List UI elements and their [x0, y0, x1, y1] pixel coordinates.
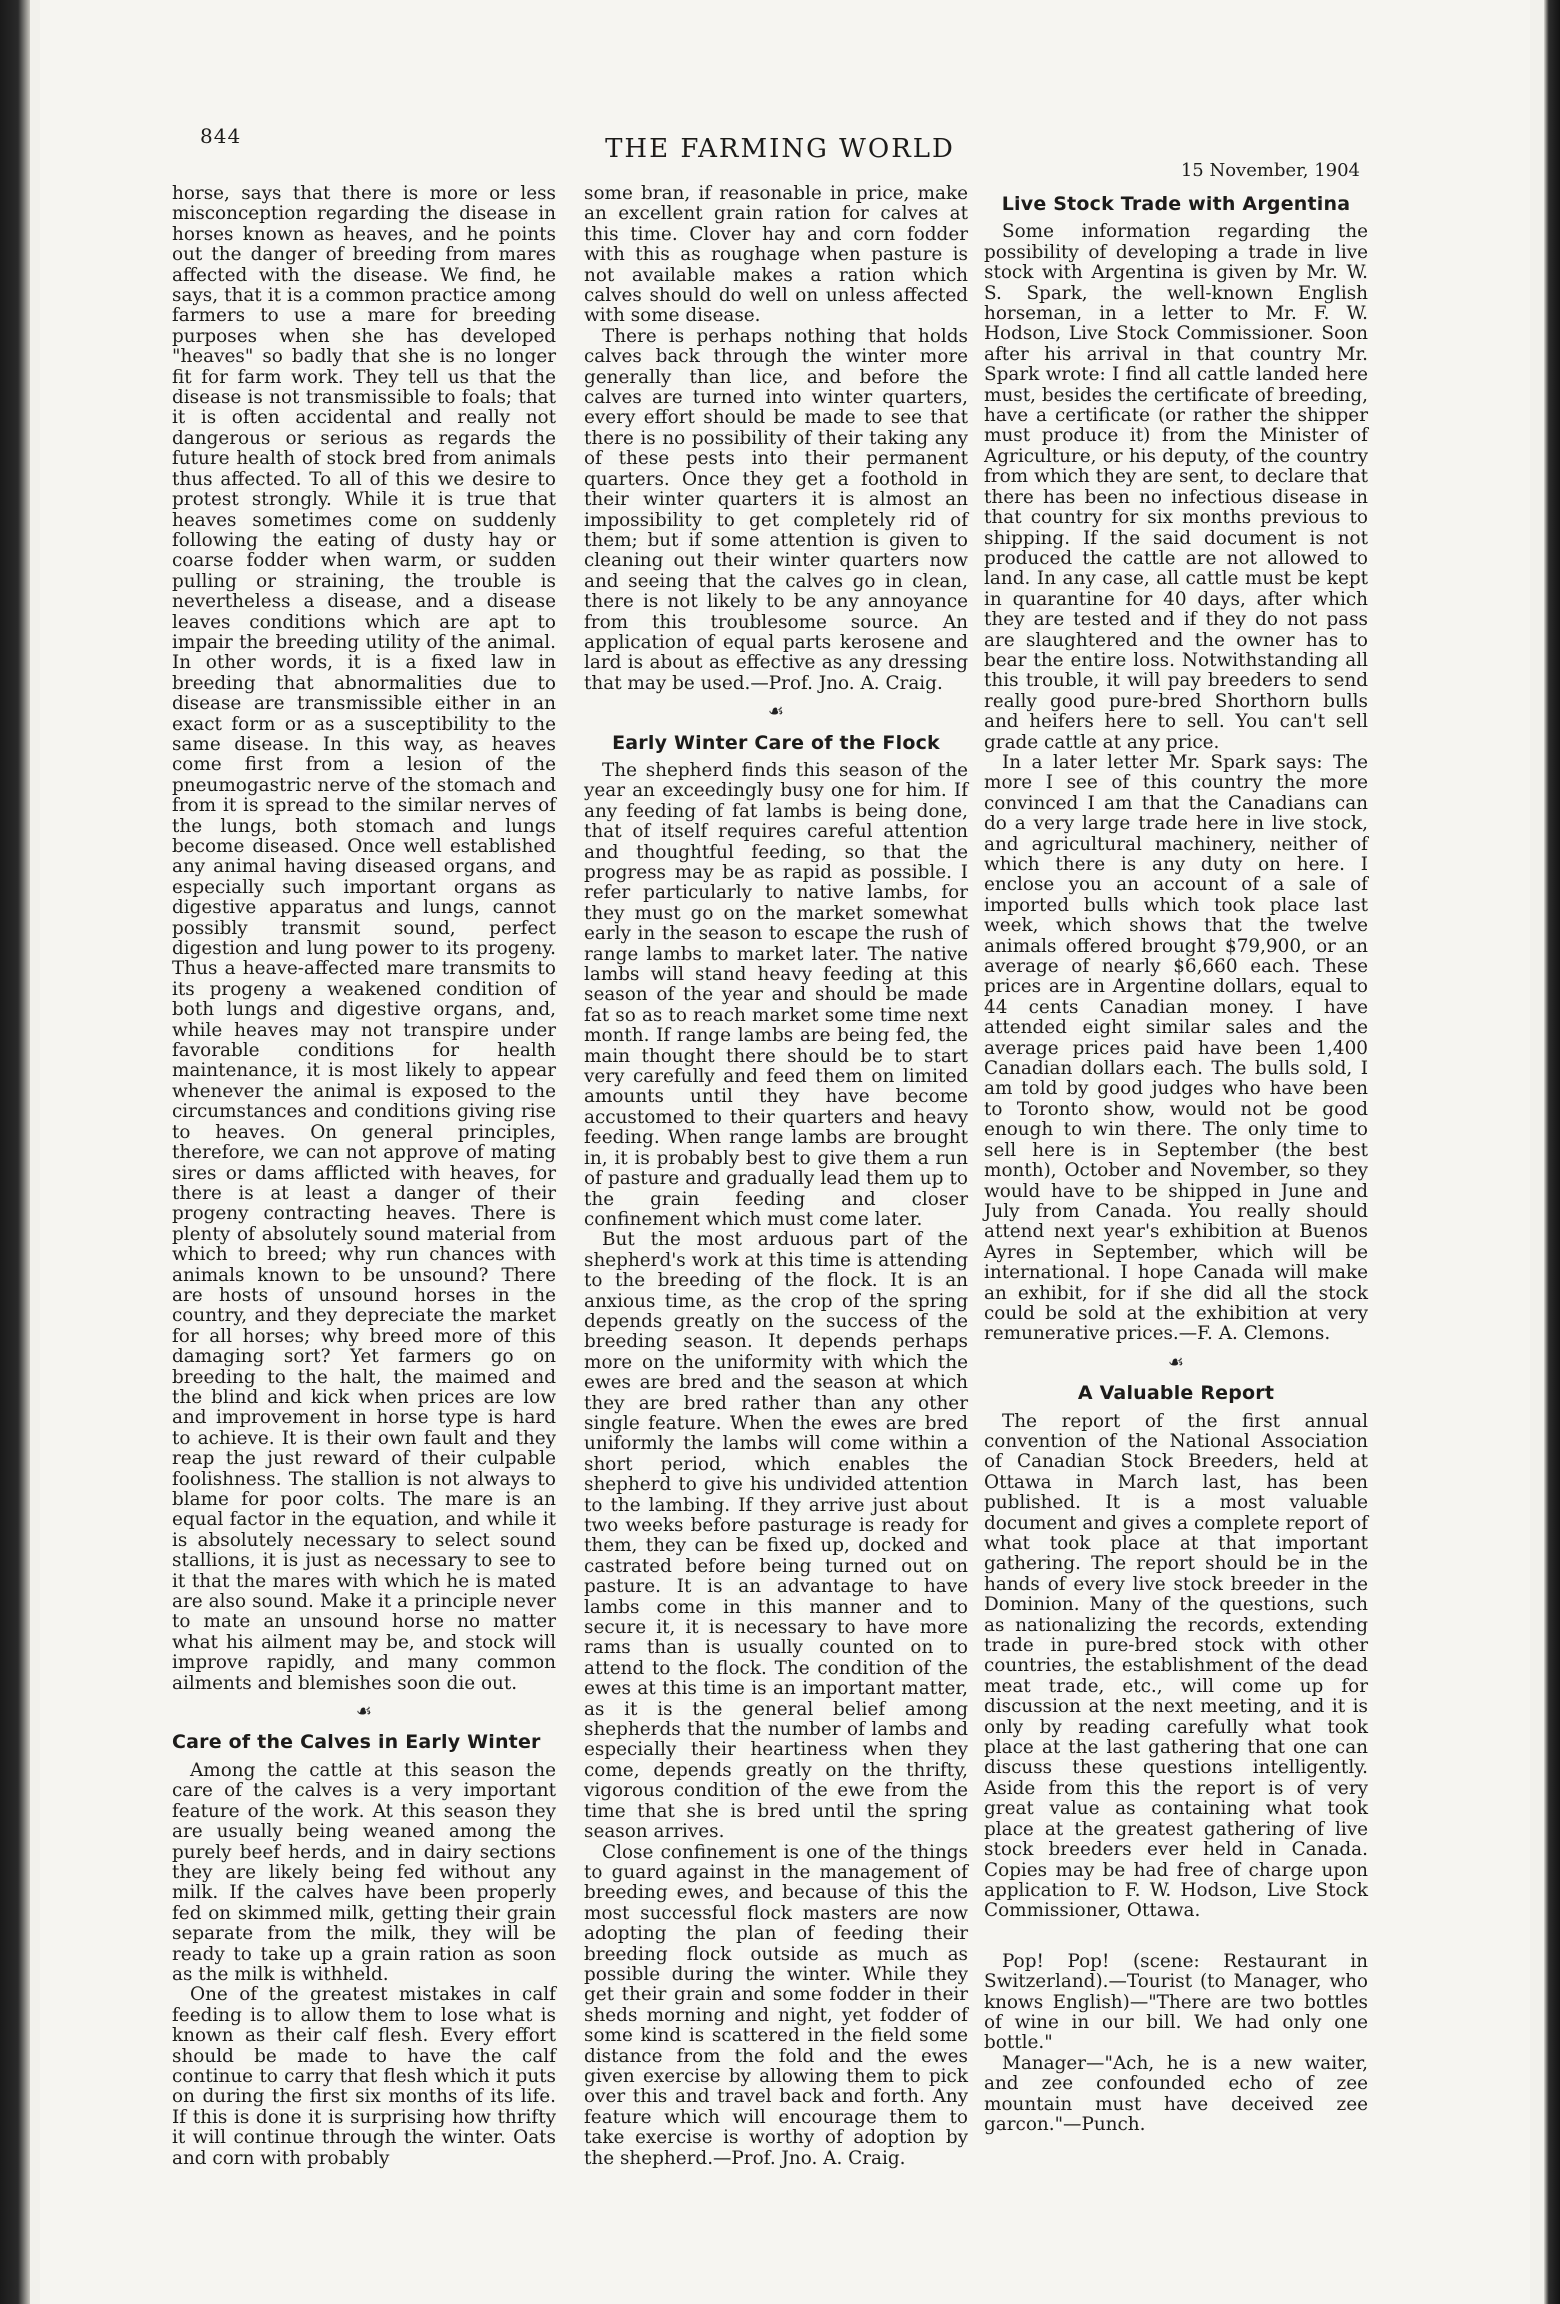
paragraph: Among the cattle at this season the care of the calves is a very important feature of the work. At this season they are usually being weaned among the purely beef herds, and in dairy sections they are likely being fed without any milk. If the calves have been properly fed on skimmed milk, getting their grain separate from the milk, they will be ready to take up a grain ration as soon as the milk is withheld.: [172, 1759, 556, 1985]
column-2: [584, 183, 968, 2169]
paragraph: The shepherd finds this season of the year an exceedingly busy one for him. If any feeding of fat lambs is being done, that of itself requires careful attention and thoughtful feeding, so that the progress may be as rapid as possible. I refer particularly to native lambs, for they must go on the market somewhat early in the season to escape the rush of range lambs to market later. The native lambs will stand heavy feeding at this season of the year and should be made fat so as to reach market some time next month. If range lambs are being fed, the main thought there should be to start very carefully and feed them on limited amounts until they have become accustomed to their quarters and heavy feeding. When range lambs are brought in, it is probably best to give them a run of pasture and gradually lead them up to the grain feeding and closer confinement which must come later.: [584, 759, 968, 1230]
spacer: [984, 1922, 1368, 1952]
paragraph: One of the greatest mistakes in calf feeding is to allow them to lose what is known as their calf flesh. Every effort should be made to have the calf continue to carry that flesh which it puts on during the first six months of its life. If this is done it is surprising how thrifty it will continue through the winter. Oats and corn with probably: [172, 1984, 556, 2169]
scan-right-edge: [1544, 0, 1560, 2304]
paragraph: horse, says that there is more or less misconception regarding the disease in horses known as heaves, and he points out the danger of breeding from mares affected with the disease. We find, he says, that it is a common practice among farmers to use a mare for breeding purposes when she has developed "heaves" so badly that she is no longer fit for farm work. They tell us that the disease is not transmissible to foals; that it is often accidental and really not dangerous or serious as regards the future health of stock bred from animals thus affected. To all of this we desire to protest strongly. While it is true that heaves sometimes come on suddenly following the eating of dusty hay or coarse fodder when warm, or sudden pulling or straining, the trouble is nevertheless a disease, and a disease leaves conditions which are apt to impair the breeding utility of the animal. In other words, it is a fixed law in breeding that abnormalities due to disease are transmissible either in an exact form or as a susceptibility to the same disease. In this way, as heaves come first from a lesion of the pneumogastric nerve of the stomach and from it is spread to the similar nerves of the lungs, both stomach and lungs become diseased. Once well established any animal having diseased organs, and especially such important organs as digestive apparatus and lungs, cannot possibly transmit sound, perfect digestion and lung power to its progeny. Thus a heave-affected mare transmits to its progeny a weakened condition of both lungs and digestive organs, and, while heaves may not transpire under favorable conditions for health maintenance, it is most likely to appear whenever the animal is exposed to the circumstances and conditions giving rise to heaves. On general principles, therefore, we can not approve of mating sires or dams afflicted with heaves, for there is at least a danger of their progeny contracting heaves. There is plenty of absolutely sound material from which to breed; why run chances with animals known to be unsound? There are hosts of unsound horses in the country, and they depreciate the market for all horses; why breed more of this damaging sort? Yet farmers go on breeding to the halt, the maimed and the blind and kick when prices are low and improvement in horse type is hard to achieve. It is their own fault and they reap the just reward of their culpable foolishness. The stallion is not always to blame for poor colts. The mare is an equal factor in the equation, and while it is absolutely necessary to select sound stallions, it is just as necessary to see to it that the mares with which he is mated are also sound. Make it a principle never to mate an unsound horse no matter what his ailment may be, and stock will improve rapidly, and many common ailments and blemishes soon die out.: [172, 183, 556, 1694]
article-heading: Care of the Calves in Early Winter: [172, 1731, 541, 1754]
page-header: [200, 118, 1360, 181]
article-columns: [172, 183, 1368, 2169]
article-heading: A Valuable Report: [1077, 1382, 1275, 1405]
column-3: [984, 184, 1368, 2135]
paragraph: In a later letter Mr. Spark says: The more I see of this country the more convinced I am that the Canadians can do a very large trade here in live stock, and agricultural machinery, neither of which there is any duty on here. I enclose you an account of a sale of imported bulls which took place last week, which shows that the twelve animals offered brought $79,900, or an average of nearly $6,660 each. These prices are in Argentine dollars, equal to 44 cents Canadian money. I have attended eight similar sales and the average prices paid have been 1,400 Canadian dollars each. The bulls sold, I am told by good judges who have been to Toronto show, would not be good enough to win there. The only time to sell here is in September (the best month), October and November, so they would have to be shipped in June and July from Canada. You really should attend next year's exhibition at Buenos Ayres in September, which will be international. I hope Canada will make an exhibit, for if she did all the stock could be sold at the exhibition at very remunerative prices.—F. A. Clemons.: [984, 751, 1368, 1345]
paragraph: Close confinement is one of the things to guard against in the management of breeding ewes, and because of this the most successful flock masters are now adopting the plan of feeding their breeding flock outside as much as possible during the winter. While they get their grain and some fodder in their sheds morning and night, yet fodder of some kind is scattered in the field some distance from the fold and the ewes given exercise by allowing them to pick over this and travel back and forth. Any feature which will encourage them to take exercise is worthy of adoption by the shepherd.—Prof. Jno. A. Craig.: [584, 1841, 968, 2169]
paragraph: Some information regarding the possibility of developing a trade in live stock with Argentina is given by Mr. W. S. Spark, the well-known English horseman, in a letter to Mr. F. W. Hodson, Live Stock Commissioner. Soon after his arrival in that country Mr. Spark wrote: I find all cattle landed here must, besides the certificate of breeding, have a certificate (or rather the shipper must produce it) from the Minister of Agriculture, or his deputy, of the country from which they are sent, to declare that there has been no infectious disease in that country for six months previous to shipping. If the said document is not produced the cattle are not allowed to land. In any case, all cattle must be kept in quarantine for 40 days, after which they are tested and if they do not pass are slaughtered and the owner has to bear the entire loss. Notwithstanding all this trouble, it will pay breeders to send really good pure-bred Shorthorn bulls and heifers here to sell. You can't sell grade cattle at any price.: [984, 221, 1368, 753]
paragraph: But the most arduous part of the shepherd's work at this time is attending to the breeding of the flock. It is an anxious time, as the crop of the spring depends greatly on the success of the breeding season. It depends perhaps more on the uniformity with which the ewes are bred and the season at which they are bred rather than any other single feature. When the ewes are bred uniformly the lambs will come within a short period, which enables the shepherd to give his undivided attention to the lambing. If they arrive just about two weeks before pasturage is ready for them, they can be fixed up, docked and castrated before being turned out on pasture. It is an advantage to have lambs come in this manner and to secure it, it is necessary to have more rams than is usually counted on to attend to the flock. The condition of the ewes at this time is an important matter, as it is the general belief among shepherds that the number of lambs and especially their heartiness when they come, depends greatly on the thrifty, vigorous condition of the ewe from the time that she is bred until the spring season arrives.: [584, 1229, 968, 1843]
scan-left-edge: [0, 0, 30, 2304]
issue-date: 15 November, 1904: [1180, 160, 1360, 181]
column-1: [172, 183, 556, 2169]
ornament-divider: ☙: [1167, 1351, 1185, 1373]
ornament-divider: ☙: [767, 701, 785, 723]
paragraph: There is perhaps nothing that holds calves back through the winter more generally than lice, and before the calves are turned into winter quarters, every effort should be made to see that there is no possibility of their taking any of these pests into their permanent quarters. Once they get a foothold in their winter quarters it is almost an impossibility to get completely rid of them; but if some attention is given to cleaning out their winter quarters now and seeing that the calves go in clean, there is not likely to be any annoyance from this troublesome source. An application of equal parts kerosene and lard is about as effective as any dressing that may be used.—Prof. Jno. A. Craig.: [584, 325, 968, 694]
journal-title: THE FARMING WORLD: [605, 134, 955, 164]
paragraph: some bran, if reasonable in price, make an excellent grain ration for calves at this time. Clover hay and corn fodder with this as roughage when pasture is not available makes a ration which calves should do well on unless affected with some disease.: [584, 183, 968, 327]
article-heading: Early Winter Care of the Flock: [612, 731, 940, 754]
ornament-divider: ☙: [355, 1701, 373, 1723]
paragraph: Manager—"Ach, he is a new waiter, and zee confounded echo of zee mountain must have deceived zee garcon."—Punch.: [984, 2052, 1368, 2135]
paragraph: Pop! Pop! (scene: Restaurant in Switzerland).—Tourist (to Manager, who knows English)—"There are two bottles of wine in our bill. We had only one bottle.": [984, 1950, 1368, 2054]
article-heading: Live Stock Trade with Argentina: [1001, 193, 1351, 215]
paragraph: The report of the first annual convention of the National Association of Canadian Stock Breeders, held at Ottawa in March last, has been published. It is a most valuable document and gives a complete report of what took place at that important gathering. The report should be in the hands of every live stock breeder in the Dominion. Many of the questions, such as nationalizing the records, extending trade in pure-bred stock with other countries, the establishment of the dead meat trade, etc., will come up for discussion at the next meeting, and it is only by reading carefully what took place at the last gathering that one can discuss these questions intelligently. Aside from this the report is of very great value as containing what took place at the greatest gathering of live stock breeders ever held in Canada. Copies may be had free of charge upon application to F. W. Hodson, Live Stock Commissioner, Ottawa.: [984, 1410, 1368, 1922]
page-number: 844: [200, 124, 242, 148]
